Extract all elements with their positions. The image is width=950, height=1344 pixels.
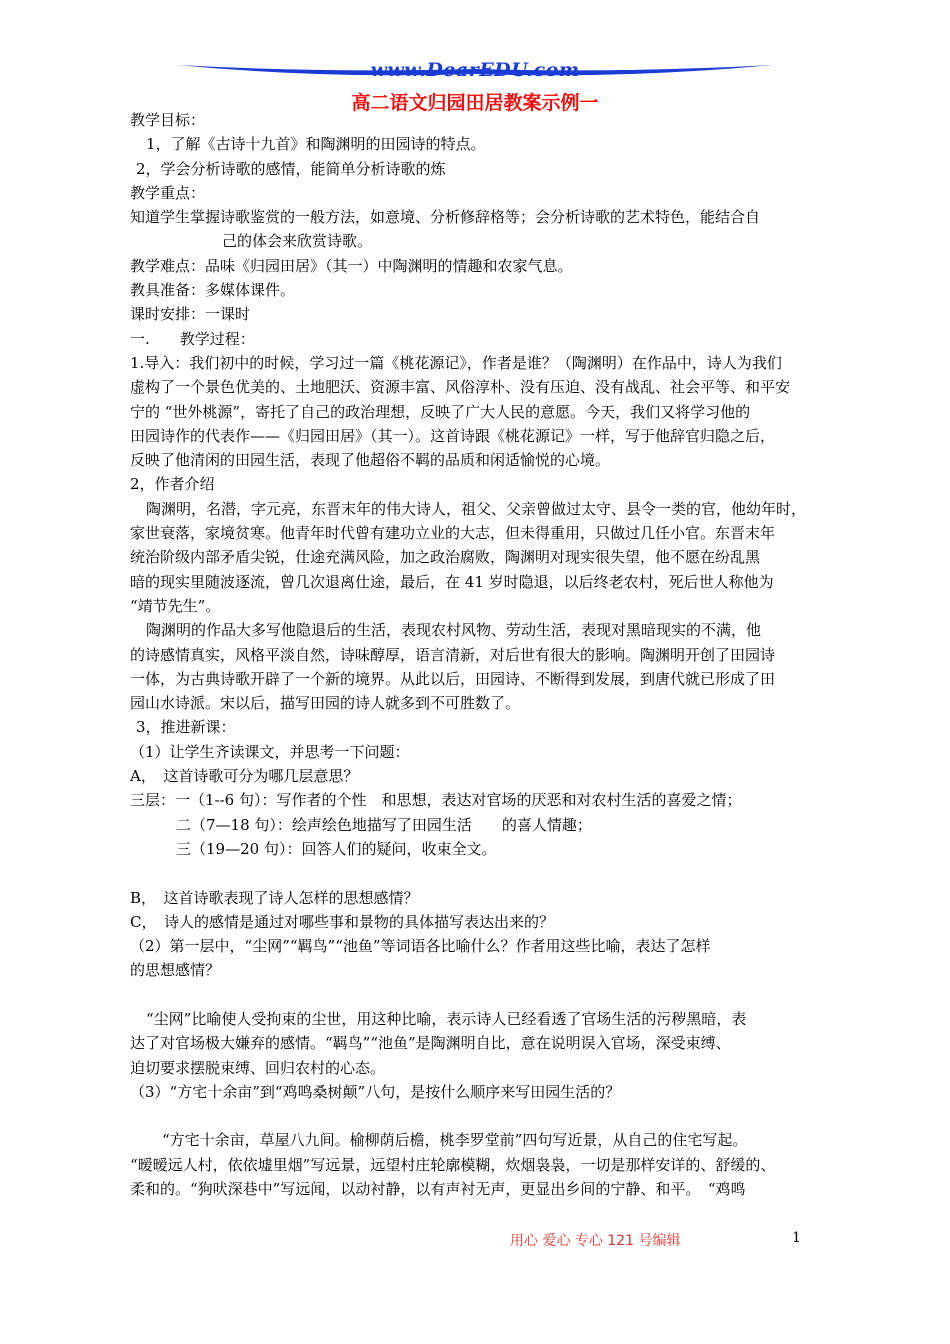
text-line: 教学目标：: [130, 111, 206, 129]
text-line: 迫切要求摆脱束缚、回归农村的心态。: [130, 1058, 386, 1077]
text-line: 柔和的。“狗吠深巷中”写远闻，以动衬静，以有声衬无声，更显出乡间的宁静、和平。 “鸡鸣: [130, 1180, 746, 1199]
text-line: （3）“方宅十余亩”到“鸡鸣桑树颠”八句，是按什么顺序来写田园生活的？: [130, 1082, 621, 1101]
text-line: 3，推进新课：: [136, 718, 236, 737]
document-title: 高二语文归园田居教案示例一: [351, 92, 599, 114]
text-line: 1.导入：我们初中的时候，学习过一篇《桃花源记》，作者是谁？（陶渊明）在作品中，诗人为我们: [130, 353, 782, 372]
text-line: 园山水诗派。宋以后，描写田园的诗人就多到不可胜数了。: [130, 694, 521, 713]
text-line: 宁的 “世外桃源”，寄托了自己的政治理想，反映了广大人民的意愿。今天，我们又将学习他的: [130, 402, 751, 421]
text-line: 达了对官场极大嫌弃的感情。“羁鸟”“池鱼”是陶渊明自比，意在说明误入官场，深受束缚、: [130, 1034, 731, 1053]
blank-line: [130, 861, 825, 885]
text-line: “暧暧远人村，依依墟里烟”写远景，远望村庄轮廓模糊，炊烟袅袅，一切是那样安详的、舒缓的、: [130, 1155, 776, 1174]
text-line: 反映了他清闲的田园生活，表现了他超俗不羁的品质和闲适愉悦的心境。: [130, 451, 611, 470]
text-line: “靖节先生”。: [130, 596, 221, 615]
text-line: 的思想感情？: [130, 961, 221, 980]
page-number: 1: [792, 1230, 801, 1246]
text-line: 教具准备：多媒体课件。: [130, 281, 296, 300]
text-line: 2，作者介绍: [130, 475, 215, 494]
text-line: 一体，为古典诗歌开辟了一个新的境界。从此以后，田园诗、不断得到发展，到唐代就已形成了田: [130, 669, 776, 688]
text-line: 三（19—20 句）：回答人们的疑问，收束全文。: [176, 839, 497, 858]
blank-line: [130, 983, 825, 1007]
text-line: 的诗感情真实，风格平淡自然，诗味醇厚，语言清新，对后世有很大的影响。陶渊明开创了田园诗: [130, 645, 776, 664]
text-line: “尘网”比喻使人受拘束的尘世，用这种比喻，表示诗人已经看透了官场生活的污秽黑暗，表: [146, 1009, 747, 1028]
text-line: 家世衰落，家境贫寒。他青年时代曾有建功立业的大志，但未得重用，只做过几任小官。东晋末年: [130, 524, 776, 543]
text-line: 虚构了一个景色优美的、土地肥沃、资源丰富、风俗淳朴、没有压迫、没有战乱、社会平等、和平安: [130, 378, 791, 397]
text-line: 三层：一（1--6 句）：写作者的个性 和思想，表达对官场的厌恶和对农村生活的喜爱之情；: [130, 791, 742, 810]
text-line: 一. 教学过程：: [130, 329, 255, 348]
text-line: 统治阶级内部矛盾尖锐，仕途充满风险，加之政治腐败，陶渊明对现实很失望，他不愿在纷乱黑: [130, 548, 761, 567]
text-line: B， 这首诗歌表现了诗人怎样的思想感情？: [130, 888, 419, 907]
text-line: 2，学会分析诗歌的感情，能简单分析诗歌的炼: [136, 159, 446, 178]
text-line: （1）让学生齐读课文，并思考一下问题：: [130, 742, 410, 761]
text-line: “方宅十余亩，草屋八九间。榆柳荫后檐，桃李罗堂前”四句写近景，从自己的住宅写起。: [162, 1131, 748, 1150]
text-line: 暗的现实里随波逐流，曾几次退离仕途，最后，在 41 岁时隐退，以后终老农村，死后世人称他为: [130, 572, 774, 591]
footer-text: 用心 爱心 专心 121 号编辑: [510, 1233, 681, 1249]
site-url[interactable]: www.DearEDU.com: [370, 59, 580, 81]
text-line: （2）第一层中，“尘网”“羁鸟”“池鱼”等词语各比喻什么？作者用这些比喻，表达了怎样: [130, 937, 711, 956]
text-line: 课时安排：一课时: [130, 305, 251, 324]
text-line: A， 这首诗歌可分为哪几层意思？: [130, 767, 359, 786]
blank-line: [130, 1104, 825, 1128]
text-line: 1，了解《古诗十九首》和陶渊明的田园诗的特点。: [146, 135, 486, 154]
text-line: 陶渊明，名潜，字元亮，东晋末年的伟大诗人，祖父、父亲曾做过太守、县令一类的官，他幼年时，: [146, 499, 807, 518]
text-line: 己的体会来欣赏诗歌。: [222, 232, 373, 251]
document-body: [130, 108, 825, 1201]
site-banner: [175, 55, 775, 87]
text-line: 教学重点：: [130, 183, 206, 202]
text-line: 陶渊明的作品大多写他隐退后的生活，表现农村风物、劳动生活，表现对黑暗现实的不满，他: [146, 621, 762, 640]
text-line: 二（7—18 句）：绘声绘色地描写了田园生活 的喜人情趣；: [176, 815, 592, 834]
text-line: 教学难点：品味《归园田居》（其一）中陶渊明的情趣和农家气息。: [130, 256, 573, 275]
text-line: 田园诗作的代表作——《归园田居》（其一）。这首诗跟《桃花源记》一样，写于他辞官归隐之后，: [130, 426, 776, 445]
text-line: 知道学生掌握诗歌鉴赏的一般方法，如意境、分析修辞格等；会分析诗歌的艺术特色，能结合自: [130, 208, 761, 227]
text-line: C， 诗人的感情是通过对哪些事和景物的具体描写表达出来的？: [130, 912, 554, 931]
